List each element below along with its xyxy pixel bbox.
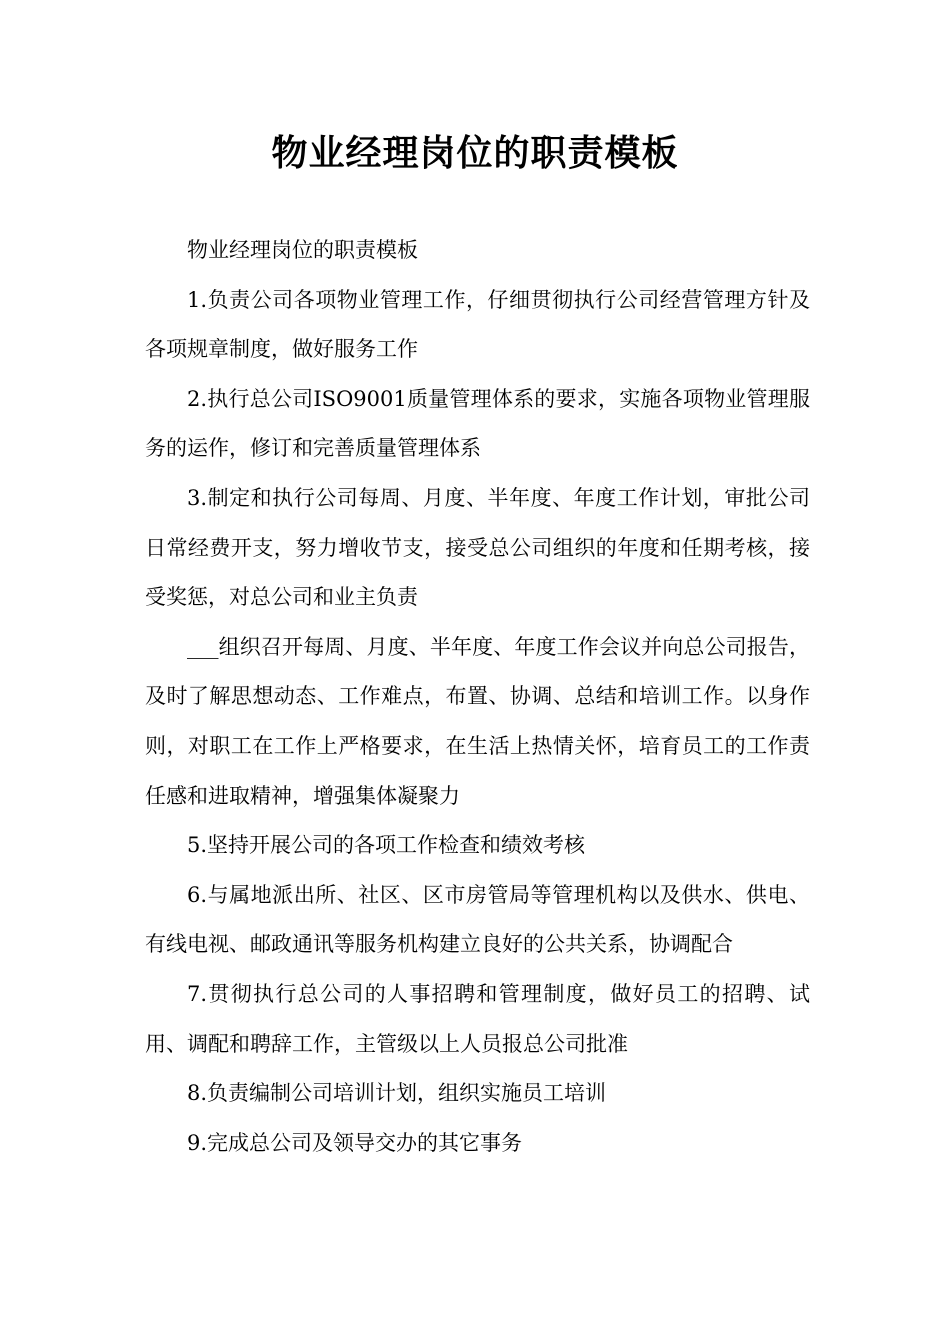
paragraph-item-9: 9.完成总公司及领导交办的其它事务 bbox=[187, 1130, 523, 1155]
paragraph-item-4: ___组织召开每周、月度、半年度、年度工作会议并向总公司报告，及时了解思想动态、工作难点，布置、协调、总结和培训工作。以身作则，对职工在工作上严格要求，在生活上热情关怀，培育员工的工作责任感和进取精神，增强集体凝聚力 bbox=[145, 634, 810, 808]
paragraph-item-1: 1.负责公司各项物业管理工作，仔细贯彻执行公司经营管理方针及各项规章制度，做好服务工作 bbox=[145, 287, 810, 362]
document-body bbox=[145, 226, 810, 1168]
document-title: 物业经理岗位的职责模板 bbox=[271, 132, 679, 174]
paragraph-item-3: 3.制定和执行公司每周、月度、半年度、年度工作计划，审批公司日常经费开支，努力增收节支，接受总公司组织的年度和任期考核，接受奖惩，对总公司和业主负责 bbox=[145, 485, 810, 610]
paragraph-heading: 物业经理岗位的职责模板 bbox=[187, 238, 418, 262]
paragraph-item-2: 2.执行总公司ISO9001质量管理体系的要求，实施各项物业管理服务的运作，修订和完善质量管理体系 bbox=[145, 386, 810, 461]
paragraph-item-8: 8.负责编制公司培训计划，组织实施员工培训 bbox=[187, 1081, 607, 1106]
paragraph-item-6: 6.与属地派出所、社区、区市房管局等管理机构以及供水、供电、有线电视、邮政通讯等服务机构建立良好的公共关系，协调配合 bbox=[145, 882, 810, 957]
paragraph-item-5: 5.坚持开展公司的各项工作检查和绩效考核 bbox=[187, 833, 586, 858]
paragraph-item-7: 7.贯彻执行总公司的人事招聘和管理制度，做好员工的招聘、试用、调配和聘辞工作，主管级以上人员报总公司批准 bbox=[145, 981, 810, 1056]
